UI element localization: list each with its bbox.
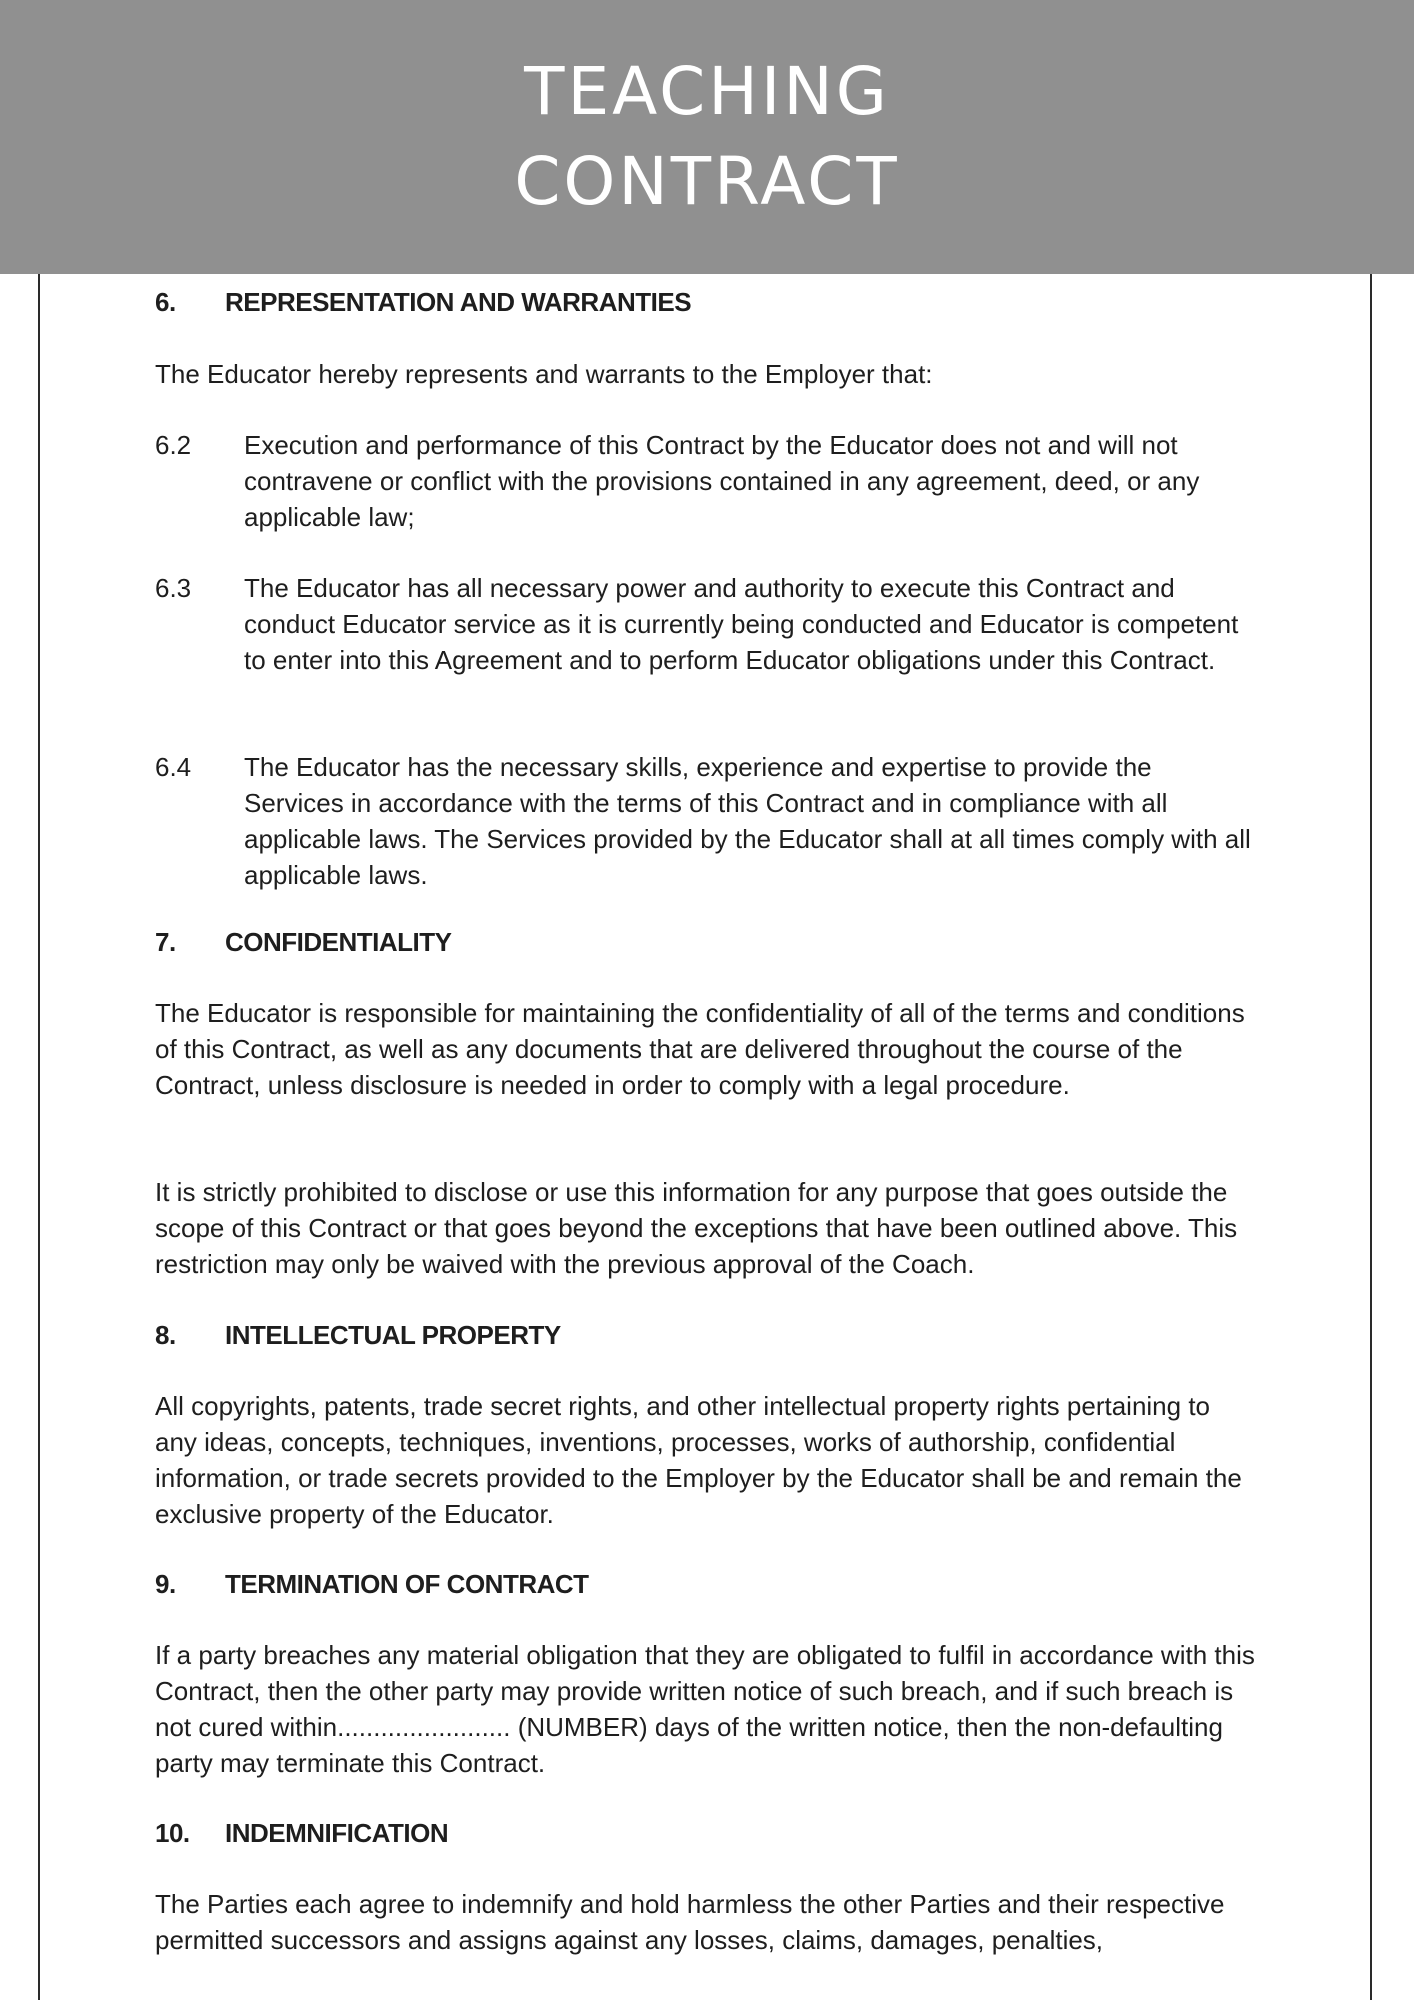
- section-number: 6.: [155, 287, 176, 317]
- clause-text: The Educator has all necessary power and authority to execute this Contract and conduct Educator service as it is currently being conducted and Educator is competent to enter into this Agreement and to perform Educator obligations under this Contract.: [244, 573, 1239, 675]
- section-6-heading: [155, 284, 1255, 320]
- section-title: TERMINATION OF CONTRACT: [225, 1569, 589, 1599]
- section-title: CONFIDENTIALITY: [225, 927, 452, 957]
- section-title: REPRESENTATION AND WARRANTIES: [225, 287, 692, 317]
- title-banner: [0, 0, 1414, 274]
- section-8-paragraph: All copyrights, patents, trade secret rights, and other intellectual property rights pertaining to any ideas, concepts, techniques, inventions, processes, works of authorship, confidential information, or trade secrets provided to the Employer by the Educator shall be and remain the exclusive property of the Educator.: [155, 1391, 1242, 1529]
- clause-text: The Educator has the necessary skills, experience and expertise to provide the Services in accordance with the terms of this Contract and in compliance with all applicable laws. The Services provided by the Educator shall at all times comply with all applicable laws.: [244, 752, 1251, 890]
- section-9-heading: [155, 1566, 1255, 1602]
- clause-number: 6.2: [155, 430, 192, 460]
- clause-6-2: [155, 427, 1255, 535]
- banner-title-line-1: TEACHING: [524, 53, 890, 130]
- clause-text: Execution and performance of this Contract by the Educator does not and will not contravene or conflict with the provisions contained in any agreement, deed, or any applicable law;: [244, 430, 1200, 532]
- section-8-heading: [155, 1317, 1255, 1353]
- section-10-heading: [155, 1815, 1255, 1851]
- section-title: INDEMNIFICATION: [225, 1818, 449, 1848]
- section-6-intro: The Educator hereby represents and warrants to the Employer that:: [155, 359, 933, 389]
- section-number: 8.: [155, 1320, 176, 1350]
- clause-6-4: [155, 749, 1255, 893]
- section-7-heading: [155, 924, 1255, 960]
- section-number: 9.: [155, 1569, 176, 1599]
- clause-number: 6.3: [155, 573, 192, 603]
- banner-title-line-2: CONTRACT: [514, 143, 900, 220]
- clause-number: 6.4: [155, 752, 192, 782]
- section-9-paragraph: If a party breaches any material obligation that they are obligated to fulfil in accordance with this Contract, then the other party may provide written notice of such breach, and if such breach is not cured within........................ (NUMBER) days of the written notice, then the non-defaulting party may terminate this Contract.: [155, 1640, 1255, 1778]
- section-title: INTELLECTUAL PROPERTY: [225, 1320, 561, 1350]
- section-7-paragraph-2: It is strictly prohibited to disclose or use this information for any purpose that goes outside the scope of this Contract or that goes beyond the exceptions that have been outlined above. This restriction may only be waived with the previous approval of the Coach.: [155, 1177, 1238, 1279]
- section-7-paragraph-1: The Educator is responsible for maintaining the confidentiality of all of the terms and conditions of this Contract, as well as any documents that are delivered throughout the course of the Contract, unless disclosure is needed in order to comply with a legal procedure.: [155, 998, 1245, 1100]
- section-10-paragraph: The Parties each agree to indemnify and hold harmless the other Parties and their respective permitted successors and assigns against any losses, claims, damages, penalties,: [155, 1889, 1225, 1955]
- section-number: 10.: [155, 1818, 190, 1848]
- clause-6-3: [155, 570, 1255, 678]
- section-number: 7.: [155, 927, 176, 957]
